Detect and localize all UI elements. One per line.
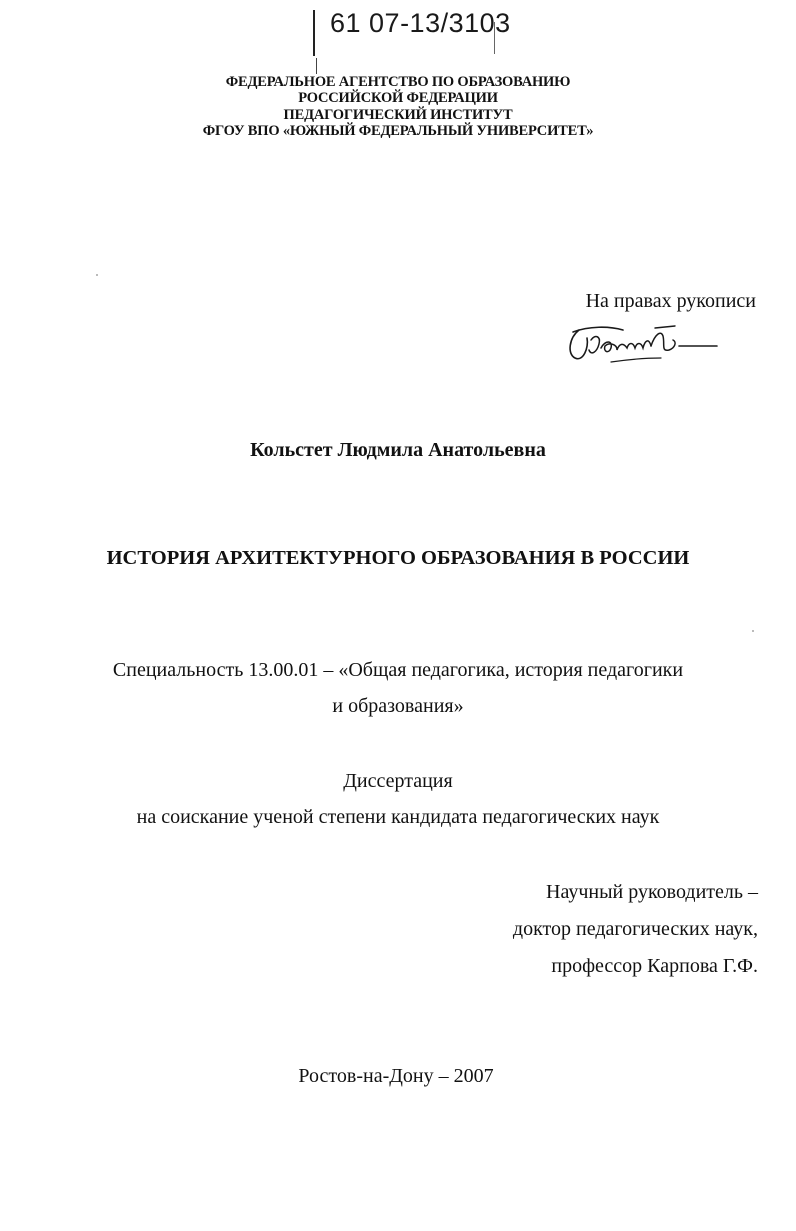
specialty-line-1: Специальность 13.00.01 – «Общая педагогика, история педагогики <box>112 659 684 681</box>
degree-line: на соискание ученой степени кандидата педагогических наук <box>136 806 660 828</box>
place-year: Ростов-на-Дону – 2007 <box>298 1065 494 1087</box>
supervisor-name: профессор Карпова Г.Ф. <box>551 955 758 977</box>
header-line-agency: ФЕДЕРАЛЬНОЕ АГЕНТСТВО ПО ОБРАЗОВАНИЮ <box>225 74 571 90</box>
stamp-tick <box>316 58 317 74</box>
specialty-line-2: и образования» <box>332 695 464 717</box>
signature <box>565 318 725 368</box>
supervisor-label: Научный руководитель – <box>546 881 758 903</box>
manuscript-rights-note: На правах рукописи <box>585 290 756 312</box>
header-line-institute: ПЕДАГОГИЧЕСКИЙ ИНСТИТУТ <box>283 107 513 123</box>
supervisor-degree: доктор педагогических наук, <box>512 918 758 940</box>
archive-number: 61 07-13/3103 <box>330 8 511 38</box>
dissertation-title: ИСТОРИЯ АРХИТЕКТУРНОГО ОБРАЗОВАНИЯ В РОССИИ <box>106 547 690 569</box>
author-name: Кольстет Людмила Анатольевна <box>250 439 546 461</box>
dissertation-label: Диссертация <box>343 770 453 792</box>
scan-speck <box>752 630 754 632</box>
header-line-university: ФГОУ ВПО «ЮЖНЫЙ ФЕДЕРАЛЬНЫЙ УНИВЕРСИТЕТ» <box>202 123 594 139</box>
header-line-federation: РОССИЙСКОЙ ФЕДЕРАЦИИ <box>298 90 498 106</box>
stamp-bar-left <box>313 10 315 56</box>
scan-speck <box>96 274 98 276</box>
